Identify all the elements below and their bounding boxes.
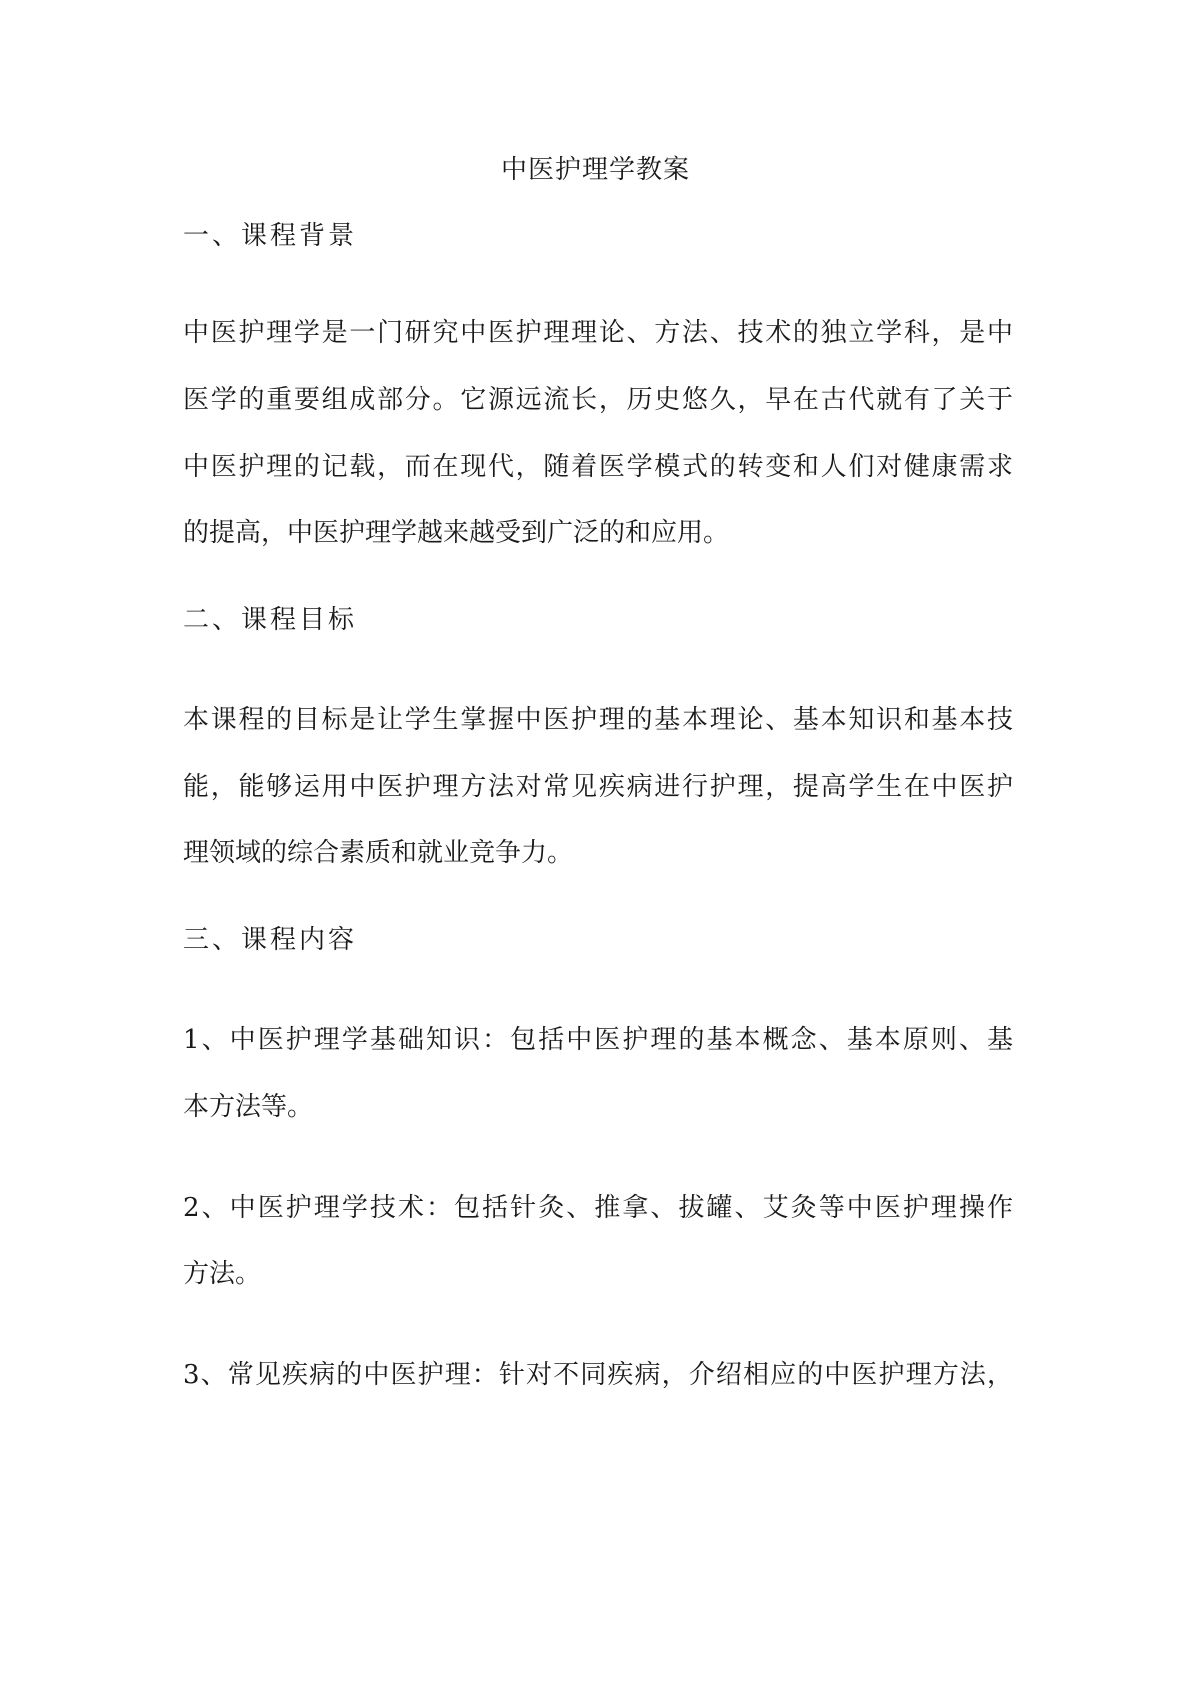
- paragraph-line: 2、中医护理学技术：包括针灸、推拿、拔罐、艾灸等中医护理操作: [183, 1193, 1013, 1223]
- section-heading-content: 三、课程内容: [183, 925, 358, 955]
- section-heading-background: 一、课程背景: [183, 221, 358, 251]
- paragraph-line: 本课程的目标是让学生掌握中医护理的基本理论、基本知识和基本技: [183, 705, 1013, 735]
- paragraph-line: 的提高，中医护理学越来越受到广泛的和应用。: [183, 518, 730, 548]
- paragraph-line: 本方法等。: [183, 1092, 314, 1122]
- document-title: 中医护理学教案: [500, 155, 690, 185]
- paragraph-line: 方法。: [183, 1259, 262, 1289]
- paragraph-line: 1、中医护理学基础知识：包括中医护理的基本概念、基本原则、基: [183, 1025, 1013, 1055]
- paragraph-line: 能，能够运用中医护理方法对常见疾病进行护理，提高学生在中医护: [183, 772, 1013, 802]
- paragraph-line: 医学的重要组成部分。它源远流长，历史悠久，早在古代就有了关于: [183, 385, 1013, 415]
- paragraph-line: 中医护理的记载，而在现代，随着医学模式的转变和人们对健康需求: [183, 452, 1013, 482]
- paragraph-line: 3、常见疾病的中医护理：针对不同疾病，介绍相应的中医护理方法，: [183, 1360, 1013, 1390]
- paragraph-line: 理领域的综合素质和就业竞争力。: [183, 838, 574, 868]
- paragraph-line: 中医护理学是一门研究中医护理理论、方法、技术的独立学科，是中: [183, 318, 1013, 348]
- section-heading-objectives: 二、课程目标: [183, 605, 358, 635]
